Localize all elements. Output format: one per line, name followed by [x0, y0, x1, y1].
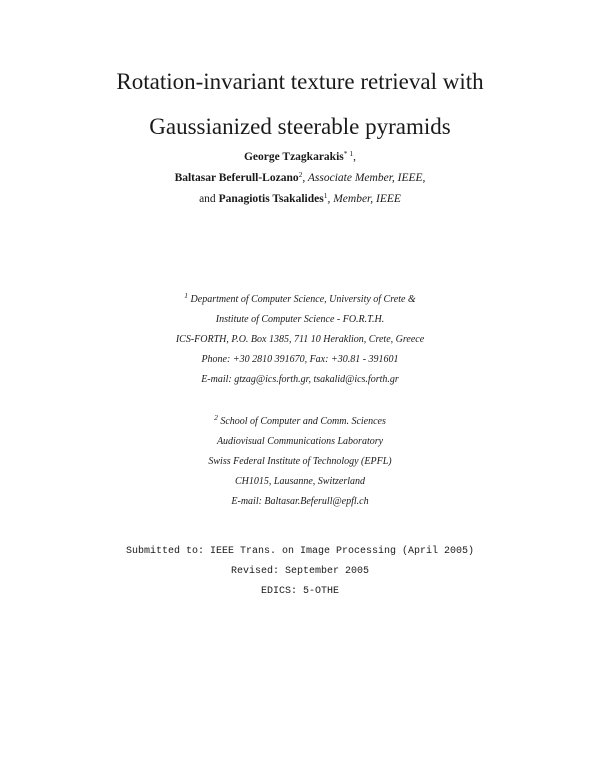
- submission-note: Submitted to: IEEE Trans. on Image Processing (April 2005): [125, 546, 475, 557]
- edics-note: EDICS: 5-OTHE: [260, 586, 339, 597]
- author-role-3: , Member, IEEE: [327, 193, 401, 205]
- author-name-1: George Tzagkarakis: [243, 151, 344, 163]
- paper-title-line-1: Rotation-invariant texture retrieval with: [116, 69, 484, 94]
- author-name-3: Panagiotis Tsakalides: [218, 193, 324, 205]
- affiliation-1-email: E-mail: gtzag@ics.forth.gr, tsakalid@ics.forth.gr: [201, 374, 399, 385]
- affiliation-1-line-2: Institute of Computer Science - FO.R.T.H.: [215, 314, 385, 325]
- author-line-1: [0, 151, 600, 163]
- affiliation-2-institute: Swiss Federal Institute of Technology (EPFL): [208, 456, 392, 467]
- author-marker-3: 1: [323, 191, 328, 200]
- author-line-2: [0, 172, 600, 184]
- author-marker-2: 2: [298, 170, 303, 179]
- affiliation-1-marker: 1: [184, 291, 189, 300]
- author-role-2: , Associate Member, IEEE,: [302, 172, 426, 184]
- affiliation-2-marker: 2: [214, 413, 218, 422]
- affiliation-2-school: School of Computer and Comm. Sciences: [217, 416, 386, 427]
- affiliation-1-line-1: [0, 291, 600, 305]
- affiliation-1-department: Department of Computer Science, University of Crete &: [188, 294, 416, 305]
- paper-title-line-2: Gaussianized steerable pyramids: [149, 114, 451, 139]
- affiliation-2-address: CH1015, Lausanne, Switzerland: [234, 476, 365, 487]
- author-line-3-prefix: and: [199, 193, 219, 205]
- affiliation-2-lab: Audiovisual Communications Laboratory: [216, 436, 384, 447]
- affiliation-1-address: ICS-FORTH, P.O. Box 1385, 711 10 Heraklion, Crete, Greece: [175, 334, 425, 345]
- affiliation-1-phone: Phone: +30 2810 391670, Fax: +30.81 - 391601: [201, 354, 399, 365]
- author-line-1-suffix: ,: [353, 151, 357, 163]
- author-marker-1: * 1: [343, 149, 354, 158]
- affiliation-2-email: E-mail: Baltasar.Beferull@epfl.ch: [231, 496, 369, 507]
- affiliation-2-line-1: [0, 413, 600, 427]
- revision-note: Revised: September 2005: [230, 566, 370, 577]
- author-line-3: [0, 193, 600, 205]
- author-name-2: Baltasar Beferull-Lozano: [174, 172, 299, 184]
